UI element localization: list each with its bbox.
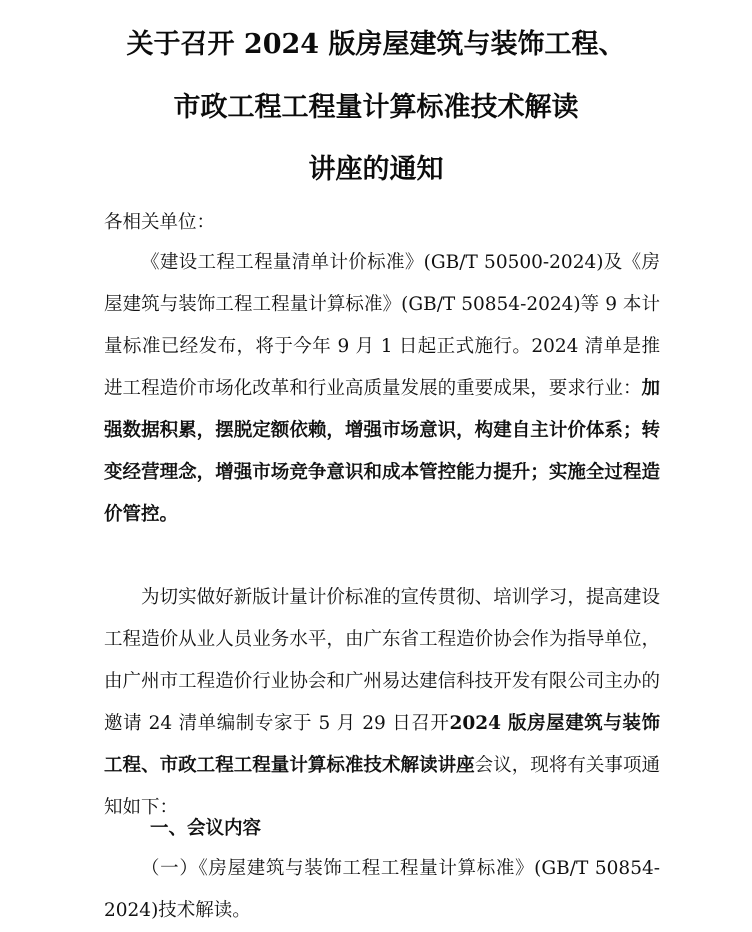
meeting-content-item-1: （一）《房屋建筑与装饰工程工程量计算标准》(GB/T 50854-2024)技术解读。 [104, 858, 660, 921]
notice-title-line-1: 关于召开 2024 版房屋建筑与装饰工程、 [126, 29, 626, 60]
paragraph-lecture-text-after: 会议，现将有关事项通知如下： [104, 755, 660, 818]
paragraph-standards-release-emphasis: 加强数据积累，摆脱定额依赖，增强市场意识，构建自主计价体系；转变经营理念，增强市场竞争意识和成本管控能力提升；实施全过程造价管控。 [104, 378, 660, 525]
paragraph-lecture-name: 2024 版房屋建筑与装饰工程、市政工程工程量计算标准技术解读讲座 [104, 713, 661, 776]
paragraph-standards-release-text: 《建设工程工程量清单计价标准》(GB/T 50500-2024)及《房屋建筑与装饰工程工程量计算标准》(GB/T 50854-2024)等 9 本计量标准已经发布，将于今年 9 月 1 日起正式施行。2024 清单是推进工程造价市场化改革和行业高质量发展的重要成果，要求行业： [104, 252, 660, 399]
paragraph-lecture-announcement [104, 577, 660, 829]
paragraph-standards-release [104, 242, 660, 536]
notice-title-line-2: 市政工程工程量计算标准技术解读 [173, 92, 579, 123]
salutation: 各相关单位： [104, 212, 216, 233]
paragraph-lecture-text-before: 为切实做好新版计量计价标准的宣传贯彻、培训学习，提高建设工程造价从业人员业务水平，由广东省工程造价协会作为指导单位，由广州市工程造价行业协会和广州易达建信科技开发有限公司主办的邀请 24 清单编制专家于 5 月 29 日召开 [104, 587, 660, 734]
section-heading-meeting-content: 一、会议内容 [150, 818, 262, 839]
notice-title-line-3: 讲座的通知 [308, 154, 444, 185]
